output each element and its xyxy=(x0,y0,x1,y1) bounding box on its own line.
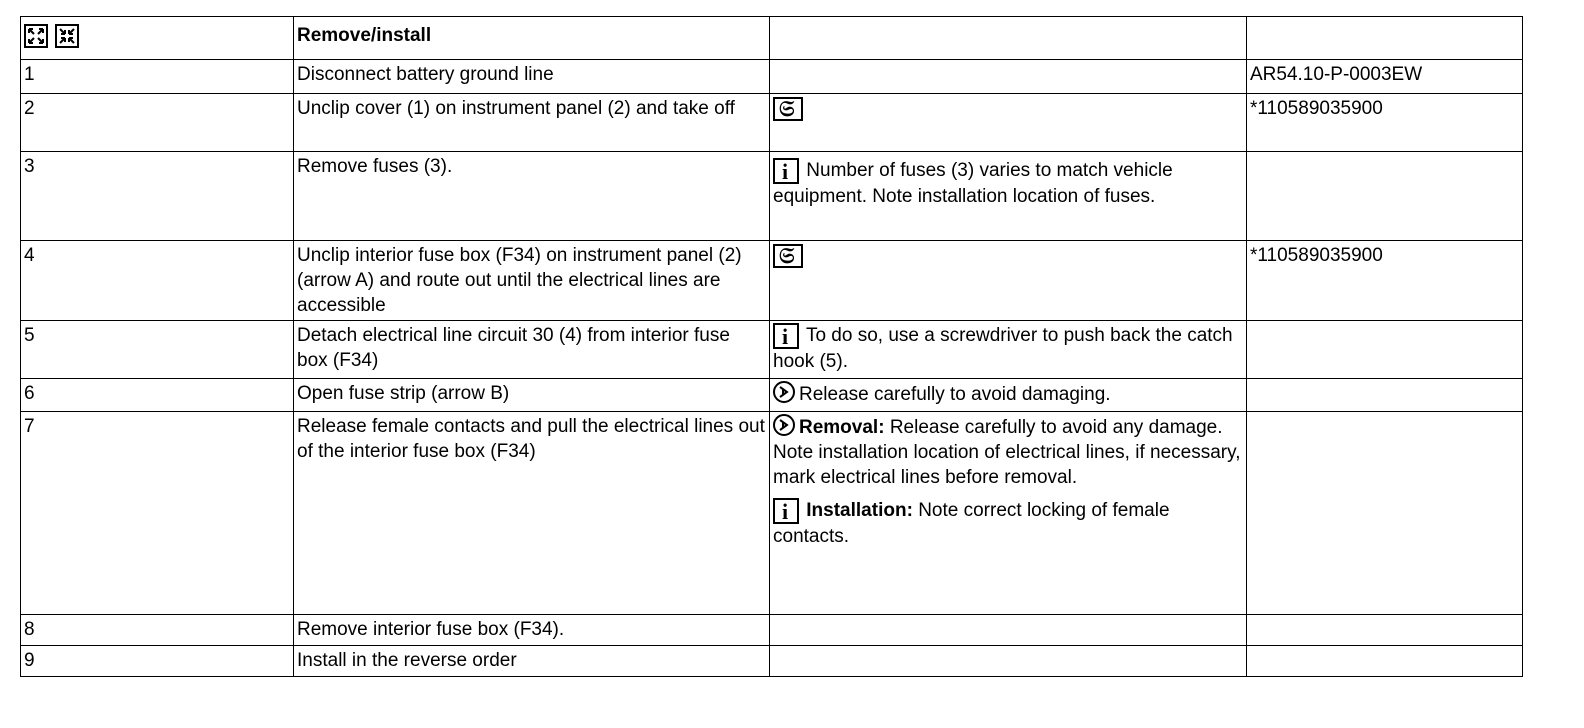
info-icon[interactable]: i xyxy=(773,498,799,524)
step-number: 3 xyxy=(21,152,294,241)
step-number: 9 xyxy=(21,646,294,677)
note-text: Release carefully to avoid any damage. xyxy=(889,417,1223,438)
step-number: 5 xyxy=(21,321,294,379)
table-header-row xyxy=(21,17,1523,60)
step-ref-link[interactable]: AR54.10-P-0003EW xyxy=(1247,60,1523,94)
header-ref-cell xyxy=(1247,17,1523,60)
step-ref xyxy=(1247,152,1523,241)
step-ref xyxy=(1247,646,1523,677)
warning-icon[interactable] xyxy=(773,381,795,403)
step-note xyxy=(770,646,1247,677)
step-action: Unclip cover (1) on instrument panel (2) and take off xyxy=(294,94,770,152)
note-label: Removal: xyxy=(799,417,885,438)
step-note xyxy=(770,412,1247,615)
step-number: 6 xyxy=(21,379,294,412)
note-text: Number of fuses (3) varies to match vehicle equipment. Note installation location of fuses. xyxy=(773,160,1173,207)
table-row xyxy=(21,60,1523,94)
warning-icon[interactable] xyxy=(773,414,795,436)
table-row xyxy=(21,152,1523,241)
step-ref-link[interactable]: *110589035900 xyxy=(1247,241,1523,321)
step-number: 7 xyxy=(21,412,294,615)
step-action: Unclip interior fuse box (F34) on instrument panel (2) (arrow A) and route out until the electrical lines are accessible xyxy=(294,241,770,321)
table-row xyxy=(21,412,1523,615)
step-title: Remove/install xyxy=(297,25,432,46)
note-removal xyxy=(773,414,1242,440)
step-number: 4 xyxy=(21,241,294,321)
step-note xyxy=(770,321,1247,379)
info-icon[interactable]: i xyxy=(773,323,799,349)
step-ref xyxy=(1247,615,1523,646)
step-note xyxy=(770,60,1247,94)
note-label: Installation: xyxy=(806,500,913,522)
step-action: Disconnect battery ground line xyxy=(294,60,770,94)
header-title-cell xyxy=(294,17,770,60)
table-row xyxy=(21,241,1523,321)
note-text: To do so, use a screwdriver to push back the catch hook (5). xyxy=(773,325,1233,372)
table-row xyxy=(21,321,1523,379)
step-ref xyxy=(1247,321,1523,379)
note-text: Note correct locking of female contacts. xyxy=(773,500,1170,547)
step-ref xyxy=(1247,379,1523,412)
step-action: Remove fuses (3). xyxy=(294,152,770,241)
step-ref-link[interactable]: *110589035900 xyxy=(1247,94,1523,152)
header-icons-cell xyxy=(21,17,294,60)
step-ref xyxy=(1247,412,1523,615)
step-action: Remove interior fuse box (F34). xyxy=(294,615,770,646)
step-action: Open fuse strip (arrow B) xyxy=(294,379,770,412)
tool-icon[interactable]: 𝔖 xyxy=(773,244,803,268)
note-text: Note installation location of electrical lines, if necessary, mark electrical lines before removal. xyxy=(773,442,1241,488)
step-note xyxy=(770,152,1247,241)
table-row xyxy=(21,646,1523,677)
table-row xyxy=(21,615,1523,646)
table-row xyxy=(21,379,1523,412)
info-icon[interactable]: i xyxy=(773,158,799,184)
collapse-icon[interactable] xyxy=(55,24,79,48)
note-installation xyxy=(773,498,1242,549)
step-note xyxy=(770,615,1247,646)
step-action: Release female contacts and pull the electrical lines out of the interior fuse box (F34) xyxy=(294,412,770,615)
procedure-table xyxy=(20,16,1523,677)
tool-icon[interactable]: 𝔖 xyxy=(773,97,803,121)
step-number: 2 xyxy=(21,94,294,152)
table-row xyxy=(21,94,1523,152)
step-note xyxy=(770,379,1247,412)
step-action: Detach electrical line circuit 30 (4) from interior fuse box (F34) xyxy=(294,321,770,379)
header-note-cell xyxy=(770,17,1247,60)
step-number: 1 xyxy=(21,60,294,94)
expand-icon[interactable] xyxy=(24,24,48,48)
step-note xyxy=(770,241,1247,321)
note-text: Release carefully to avoid damaging. xyxy=(799,384,1111,405)
step-note xyxy=(770,94,1247,152)
step-action: Install in the reverse order xyxy=(294,646,770,677)
step-number: 8 xyxy=(21,615,294,646)
